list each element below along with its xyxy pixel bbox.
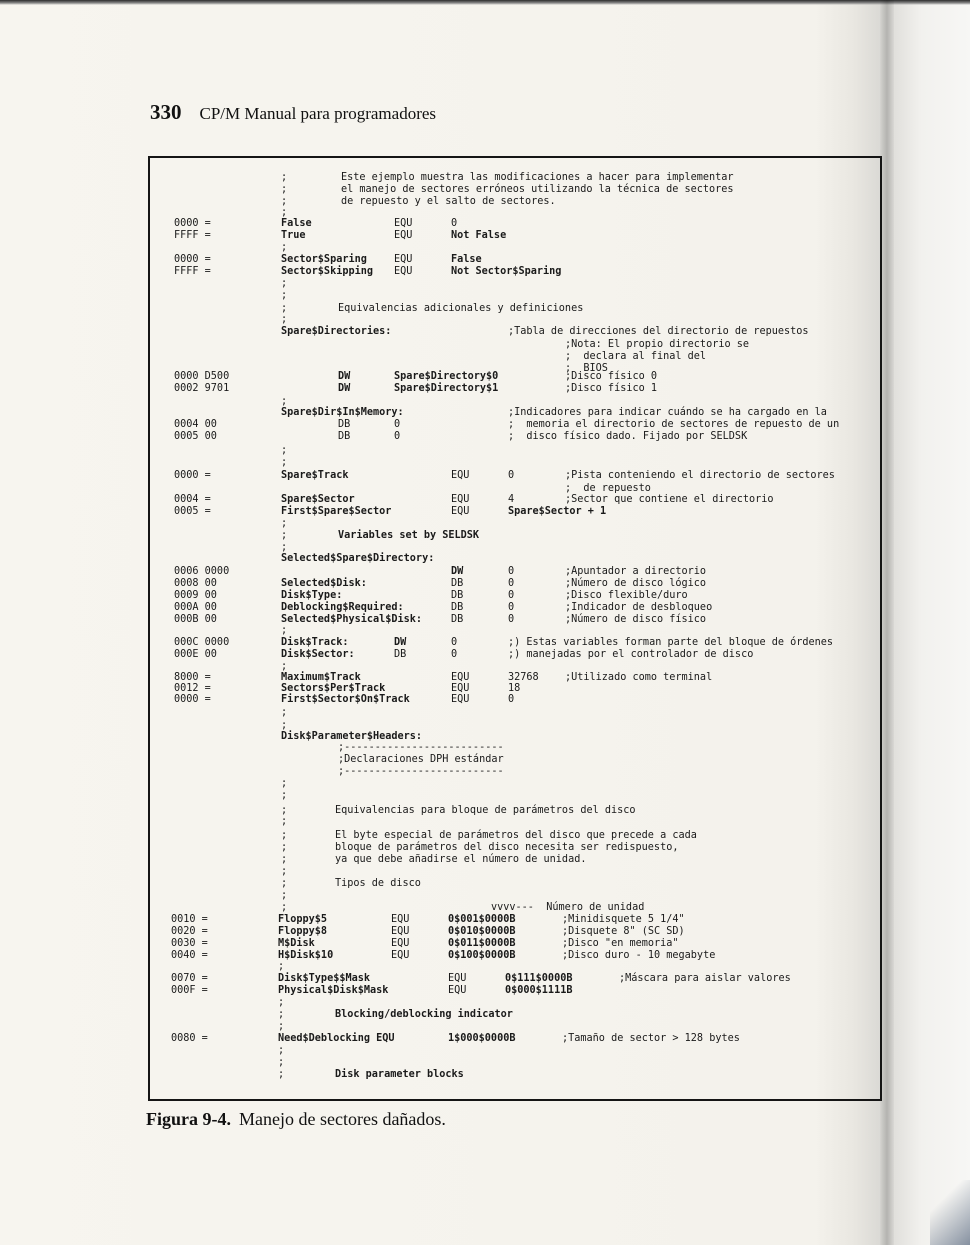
listing-text: Blocking/deblocking indicator	[335, 1009, 513, 1020]
listing-text: DB	[451, 578, 464, 589]
listing-text: False	[281, 218, 312, 229]
listing-text: 0	[508, 694, 515, 705]
listing-text: ;	[278, 1069, 285, 1080]
listing-text: 0$010$0000B	[448, 926, 516, 937]
listing-text: ;	[278, 1021, 285, 1032]
listing-text: 0000 =	[174, 694, 211, 705]
listing-text: 0008 00	[174, 578, 217, 589]
listing-text: Disk$Type:	[281, 590, 343, 601]
listing-text: 0	[508, 578, 515, 589]
listing-text: ;	[281, 830, 288, 841]
listing-text: EQU	[451, 694, 470, 705]
listing-text: Not False	[451, 230, 507, 241]
listing-text: EQU	[391, 914, 410, 925]
listing-text: Spare$Sector	[281, 494, 355, 505]
listing-text: 0012 =	[174, 683, 211, 694]
listing-text: 000E 00	[174, 649, 217, 660]
listing-text: ;	[278, 961, 285, 972]
listing-text: ;	[281, 303, 288, 314]
listing-text: Equivalencias adicionales y definiciones	[338, 303, 584, 314]
listing-text: 0080 =	[171, 1033, 208, 1044]
listing-text: ;	[281, 842, 288, 853]
listing-text: DB	[451, 590, 464, 601]
listing-text: 0000 D500	[174, 371, 230, 382]
listing-text: ;Nota: El propio directorio se	[565, 339, 750, 350]
listing-text: DW	[394, 637, 407, 648]
listing-text: ;Tamaño de sector > 128 bytes	[562, 1033, 740, 1044]
listing-text: vvvv--- Número de unidad	[491, 902, 645, 913]
listing-text: EQU	[391, 950, 410, 961]
listing-text: ;	[278, 997, 285, 1008]
listing-text: El byte especial de parámetros del disco que precede a cada	[335, 830, 697, 841]
listing-text: ;	[278, 1045, 285, 1056]
listing-text: DB	[394, 649, 407, 660]
listing-text: EQU	[394, 254, 413, 265]
listing-text: EQU	[451, 494, 470, 505]
listing-text: 0$111$0000B	[505, 973, 573, 984]
listing-text: 0000 =	[174, 254, 211, 265]
listing-text: Spare$Dir$In$Memory:	[281, 407, 404, 418]
listing-text: ; memoria el directorio de sectores de repuesto de un	[508, 419, 840, 430]
listing-text: H$Disk$10	[278, 950, 334, 961]
listing-text: 0004 =	[174, 494, 211, 505]
listing-text: ;	[278, 1057, 285, 1068]
listing-text: 0$100$0000B	[448, 950, 516, 961]
listing-text: ;	[281, 207, 288, 218]
listing-text: 0	[508, 470, 515, 481]
listing-text: M$Disk	[278, 938, 315, 949]
listing-text: EQU	[391, 926, 410, 937]
listing-text: 0	[508, 614, 515, 625]
listing-text: 0	[508, 602, 515, 613]
listing-text: 0$011$0000B	[448, 938, 516, 949]
listing-text: EQU	[451, 672, 470, 683]
listing-text: Sector$Skipping	[281, 266, 374, 277]
listing-text: el manejo de sectores erróneos utilizando la técnica de sectores	[341, 184, 734, 195]
listing-text: 32768	[508, 672, 539, 683]
listing-text: ;Tabla de direcciones del directorio de repuestos	[508, 326, 809, 337]
listing-text: ;	[281, 805, 288, 816]
listing-text: FFFF =	[174, 230, 211, 241]
listing-text: ;Minidisquete 5 1/4"	[562, 914, 685, 925]
listing-text: Disk$Parameter$Headers:	[281, 731, 423, 742]
listing-text: 0	[451, 637, 458, 648]
listing-text: First$Sector$On$Track	[281, 694, 410, 705]
listing-text: ;	[281, 778, 288, 789]
listing-text: ; BIOS	[565, 363, 608, 374]
listing-text: 000C 0000	[174, 637, 230, 648]
listing-text: ;) manejadas por el controlador de disco	[508, 649, 754, 660]
listing-text: ;Sector que contiene el directorio	[565, 494, 774, 505]
listing-text: Tipos de disco	[335, 878, 421, 889]
listing-text: ;	[281, 866, 288, 877]
listing-text: ;	[281, 890, 288, 901]
listing-text: ;	[281, 445, 288, 456]
listing-text: ;Disco duro - 10 megabyte	[562, 950, 716, 961]
listing-text: 0000 =	[174, 218, 211, 229]
listing-text: ;	[281, 196, 288, 207]
listing-text: EQU	[391, 938, 410, 949]
listing-text: 0	[508, 566, 515, 577]
listing-text: 0004 00	[174, 419, 217, 430]
listing-text: True	[281, 230, 306, 241]
listing-text: EQU	[451, 506, 470, 517]
listing-text: 0	[394, 419, 401, 430]
listing-text: ;Pista conteniendo el directorio de sectores	[565, 470, 835, 481]
listing-text: ;	[281, 878, 288, 889]
figure-label: Figura 9-4.	[146, 1109, 231, 1129]
listing-text: EQU	[394, 266, 413, 277]
listing-text: 8000 =	[174, 672, 211, 683]
listing-text: 0020 =	[171, 926, 208, 937]
listing-text: Disk$Type$$Mask	[278, 973, 371, 984]
listing-text: ;Indicador de desbloqueo	[565, 602, 713, 613]
listing-text: ;--------------------------	[338, 742, 504, 753]
listing-text: Spare$Directory$0	[394, 371, 499, 382]
listing-text: ;Disco flexible/duro	[565, 590, 688, 601]
listing-text: Este ejemplo muestra las modificaciones a hacer para implementar	[341, 172, 734, 183]
listing-text: ; disco físico dado. Fijado por SELDSK	[508, 431, 748, 442]
listing-text: ;	[281, 816, 288, 827]
listing-text: ;Máscara para aislar valores	[619, 973, 791, 984]
listing-text: 0010 =	[171, 914, 208, 925]
listing-text: 4	[508, 494, 515, 505]
listing-text: EQU	[394, 218, 413, 229]
listing-text: 0	[451, 649, 458, 660]
listing-text: ;Disco físico 1	[565, 383, 658, 394]
listing-text: ;	[281, 314, 288, 325]
listing-text: de repuesto y el salto de sectores.	[341, 196, 556, 207]
listing-text: bloque de parámetros del disco necesita ser redispuesto,	[335, 842, 679, 853]
listing-text: Sectors$Per$Track	[281, 683, 386, 694]
listing-text: 0070 =	[171, 973, 208, 984]
listing-text: DW	[338, 383, 351, 394]
listing-text: DB	[451, 614, 464, 625]
listing-text: False	[451, 254, 482, 265]
listing-text: ;Número de disco lógico	[565, 578, 707, 589]
listing-text: EQU	[448, 985, 467, 996]
listing-text: ;	[281, 720, 288, 731]
listing-text: ;) Estas variables forman parte del bloque de órdenes	[508, 637, 834, 648]
listing-text: ;	[281, 290, 288, 301]
listing-text: ;	[281, 278, 288, 289]
listing-text: Physical$Disk$Mask	[278, 985, 389, 996]
listing-text: ;	[278, 1009, 285, 1020]
listing-text: 0040 =	[171, 950, 208, 961]
listing-text: 0	[508, 590, 515, 601]
listing-text: 0005 00	[174, 431, 217, 442]
running-title: CP/M Manual para programadores	[199, 104, 437, 123]
listing-text: ;	[281, 902, 288, 913]
listing-text: EQU	[451, 683, 470, 694]
listing-text: ;--------------------------	[338, 766, 504, 777]
listing-text: DB	[338, 419, 351, 430]
listing-text: ;	[281, 854, 288, 865]
listing-text: ya que debe añadirse el número de unidad.	[335, 854, 587, 865]
listing-text: 0	[394, 431, 401, 442]
listing-text: 1$000$0000B	[448, 1033, 516, 1044]
figure-caption	[146, 1109, 446, 1130]
listing-text: ;Disco "en memoria"	[562, 938, 679, 949]
listing-text: ;	[281, 707, 288, 718]
listing-text: 0005 =	[174, 506, 211, 517]
listing-text: ;Indicadores para indicar cuándo se ha cargado en la	[508, 407, 827, 418]
listing-text: 000B 00	[174, 614, 217, 625]
listing-text: Selected$Disk:	[281, 578, 367, 589]
listing-text: ;	[281, 242, 288, 253]
listing-text: Floppy$5	[278, 914, 328, 925]
listing-text: Deblocking$Required:	[281, 602, 404, 613]
listing-text: DB	[338, 431, 351, 442]
listing-text: 0$001$0000B	[448, 914, 516, 925]
listing-text: Selected$Spare$Directory:	[281, 553, 435, 564]
listing-text: 0009 00	[174, 590, 217, 601]
listing-text: Not Sector$Sparing	[451, 266, 562, 277]
listing-text: Spare$Directory$1	[394, 383, 499, 394]
listing-text: ;	[281, 542, 288, 553]
listing-text: 0000 =	[174, 470, 211, 481]
listing-text: ; declara al final del	[565, 351, 707, 362]
listing-text: ;Número de disco físico	[565, 614, 707, 625]
listing-text: ;Disquete 8" (SC SD)	[562, 926, 685, 937]
listing-text: ;	[281, 518, 288, 529]
listing-text: Disk$Track:	[281, 637, 349, 648]
listing-text: Spare$Sector + 1	[508, 506, 607, 517]
figure-caption-text: Manejo de sectores dañados.	[239, 1109, 446, 1129]
listing-text: EQU	[394, 230, 413, 241]
listing-text: DW	[451, 566, 464, 577]
listing-text: ;	[281, 396, 288, 407]
listing-text: DB	[451, 602, 464, 613]
listing-text: Maximum$Track	[281, 672, 361, 683]
listing-text: Spare$Directories:	[281, 326, 392, 337]
listing-text: Selected$Physical$Disk:	[281, 614, 423, 625]
listing-text: ;	[281, 661, 288, 672]
listing-text: 000A 00	[174, 602, 217, 613]
listing-text: ;	[281, 530, 288, 541]
listing-text: ;Declaraciones DPH estándar	[338, 754, 504, 765]
listing-text: 0030 =	[171, 938, 208, 949]
listing-text: 0	[451, 218, 458, 229]
listing-text: Disk$Sector:	[281, 649, 355, 660]
listing-text: ;	[281, 184, 288, 195]
listing-text: 0002 9701	[174, 383, 230, 394]
listing-text: ;	[281, 625, 288, 636]
listing-text: ;Disco físico 0	[565, 371, 658, 382]
listing-text: EQU	[451, 470, 470, 481]
listing-text: Disk parameter blocks	[335, 1069, 464, 1080]
page-number: 330	[150, 100, 182, 124]
page-corner-shade	[930, 1180, 970, 1245]
listing-text: Variables set by SELDSK	[338, 530, 480, 541]
listing-text: ;	[281, 457, 288, 468]
listing-text: DW	[338, 371, 351, 382]
listing-text: 18	[508, 683, 521, 694]
listing-text: 000F =	[171, 985, 208, 996]
listing-text: Spare$Track	[281, 470, 349, 481]
listing-text: Need$Deblocking EQU	[278, 1033, 395, 1044]
listing-text: FFFF =	[174, 266, 211, 277]
listing-text: ;	[281, 172, 288, 183]
listing-text: Equivalencias para bloque de parámetros del disco	[335, 805, 636, 816]
listing-text: 0006 0000	[174, 566, 230, 577]
listing-text: 0$000$1111B	[505, 985, 573, 996]
listing-text: ;Utilizado como terminal	[565, 672, 713, 683]
listing-text: ;	[281, 790, 288, 801]
listing-text: First$Spare$Sector	[281, 506, 392, 517]
listing-text: Sector$Sparing	[281, 254, 367, 265]
listing-text: ;Apuntador a directorio	[565, 566, 707, 577]
listing-text: Floppy$8	[278, 926, 328, 937]
listing-text: ; de repuesto	[565, 483, 651, 494]
listing-text: EQU	[448, 973, 467, 984]
